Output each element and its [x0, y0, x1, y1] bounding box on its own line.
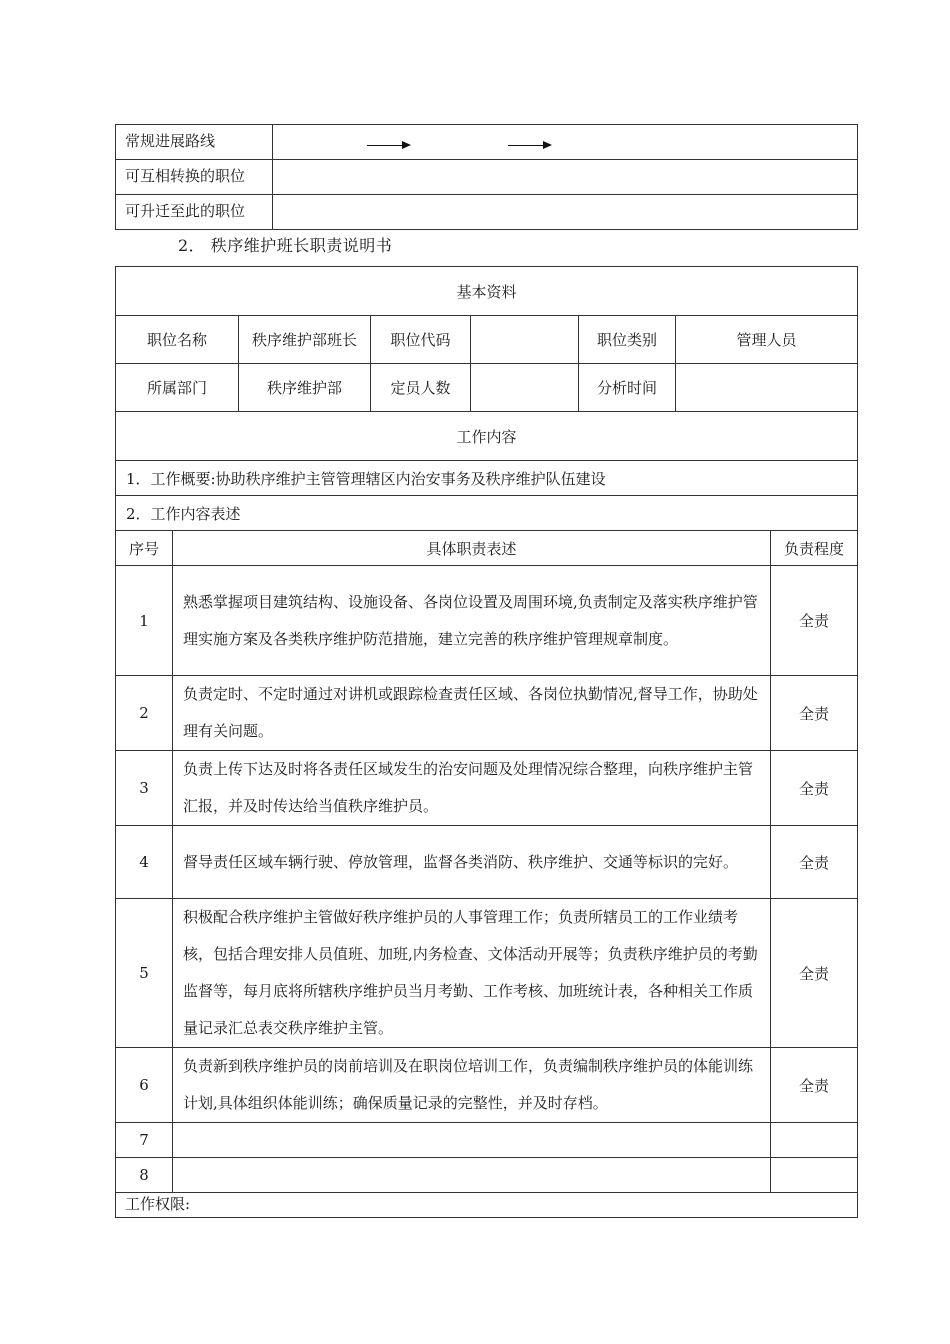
row-degree: 全责 — [771, 676, 858, 751]
position-type-label: 职位类别 — [579, 316, 676, 364]
col-header-duty: 具体职责表述 — [173, 531, 771, 566]
career-row — [116, 125, 858, 160]
row-duty: 熟悉掌握项目建筑结构、设施设备、各岗位设置及周围环境,负责制定及落实秩序维护管理实施方案及各类秩序维护防范措施，建立完善的秩序维护管理规章制度。 — [173, 566, 771, 676]
career-path-label: 常规进展路线 — [116, 125, 273, 160]
arrow-right-icon — [367, 145, 409, 146]
interchangeable-label: 可互相转换的职位 — [116, 160, 273, 195]
position-type-value: 管理人员 — [676, 316, 858, 364]
analysis-time-label: 分析时间 — [579, 364, 676, 412]
row-no: 4 — [116, 826, 173, 899]
table-row — [116, 751, 858, 826]
row-no: 1 — [116, 566, 173, 676]
row-degree: 全责 — [771, 1048, 858, 1123]
career-path-table — [115, 124, 858, 230]
position-name-value: 秩序维护部班长 — [239, 316, 371, 364]
analysis-time-value — [676, 364, 858, 412]
career-path-value — [273, 125, 858, 160]
interchangeable-value — [273, 160, 858, 195]
position-name-label: 职位名称 — [116, 316, 239, 364]
row-duty: 积极配合秩序维护主管做好秩序维护员的人事管理工作；负责所辖员工的工作业绩考核，包括合理安排人员值班、加班,内务检查、文体活动开展等；负责秩序维护员的考勤监督等，每月底将所辖秩序维护员当月考勤、工作考核、加班统计表，各种相关工作质量记录汇总表交秩序维护主管。 — [173, 899, 771, 1048]
department-label: 所属部门 — [116, 364, 239, 412]
col-header-degree: 负责程度 — [771, 531, 858, 566]
row-degree — [771, 1158, 858, 1193]
row-duty: 负责上传下达及时将各责任区域发生的治安问题及处理情况综合整理，向秩序维护主管汇报，并及时传达给当值秩序维护员。 — [173, 751, 771, 826]
table-row — [116, 1123, 858, 1158]
work-content-title: 工作内容 — [116, 412, 858, 461]
department-value: 秩序维护部 — [239, 364, 371, 412]
row-no: 6 — [116, 1048, 173, 1123]
row-duty: 负责新到秩序维护员的岗前培训及在职岗位培训工作，负责编制秩序维护员的体能训练计划,具体组织体能训练；确保质量记录的完整性，并及时存档。 — [173, 1048, 771, 1123]
row-no: 2 — [116, 676, 173, 751]
basic-info-title: 基本资料 — [116, 267, 858, 316]
headcount-value — [471, 364, 579, 412]
promotion-value — [273, 195, 858, 230]
row-no: 5 — [116, 899, 173, 1048]
row-degree: 全责 — [771, 566, 858, 676]
row-degree: 全责 — [771, 751, 858, 826]
work-desc-title: 2．工作内容表述 — [116, 496, 858, 531]
col-header-no: 序号 — [116, 531, 173, 566]
row-duty — [173, 1123, 771, 1158]
arrow-right-icon — [508, 145, 550, 146]
work-summary: 1．工作概要:协助秩序维护主管管理辖区内治安事务及秩序维护队伍建设 — [116, 461, 858, 496]
table-row — [116, 566, 858, 676]
table-row — [116, 1158, 858, 1193]
job-description-table — [115, 266, 858, 1218]
row-degree — [771, 1123, 858, 1158]
row-degree: 全责 — [771, 899, 858, 1048]
row-no: 8 — [116, 1158, 173, 1193]
career-row — [116, 195, 858, 230]
row-no: 7 — [116, 1123, 173, 1158]
table-row — [116, 826, 858, 899]
career-row — [116, 160, 858, 195]
table-row — [116, 676, 858, 751]
row-duty: 督导责任区域车辆行驶、停放管理，监督各类消防、秩序维护、交通等标识的完好。 — [173, 826, 771, 899]
section-heading: 2． 秩序维护班长职责说明书 — [178, 236, 393, 255]
promotion-label: 可升迁至此的职位 — [116, 195, 273, 230]
table-row — [116, 899, 858, 1048]
position-code-value — [471, 316, 579, 364]
headcount-label: 定员人数 — [371, 364, 471, 412]
row-duty — [173, 1158, 771, 1193]
row-no: 3 — [116, 751, 173, 826]
position-code-label: 职位代码 — [371, 316, 471, 364]
row-duty: 负责定时、不定时通过对讲机或跟踪检查责任区域、各岗位执勤情况,督导工作，协助处理有关问题。 — [173, 676, 771, 751]
work-permission-label: 工作权限: — [116, 1193, 858, 1218]
table-row — [116, 1048, 858, 1123]
row-degree: 全责 — [771, 826, 858, 899]
